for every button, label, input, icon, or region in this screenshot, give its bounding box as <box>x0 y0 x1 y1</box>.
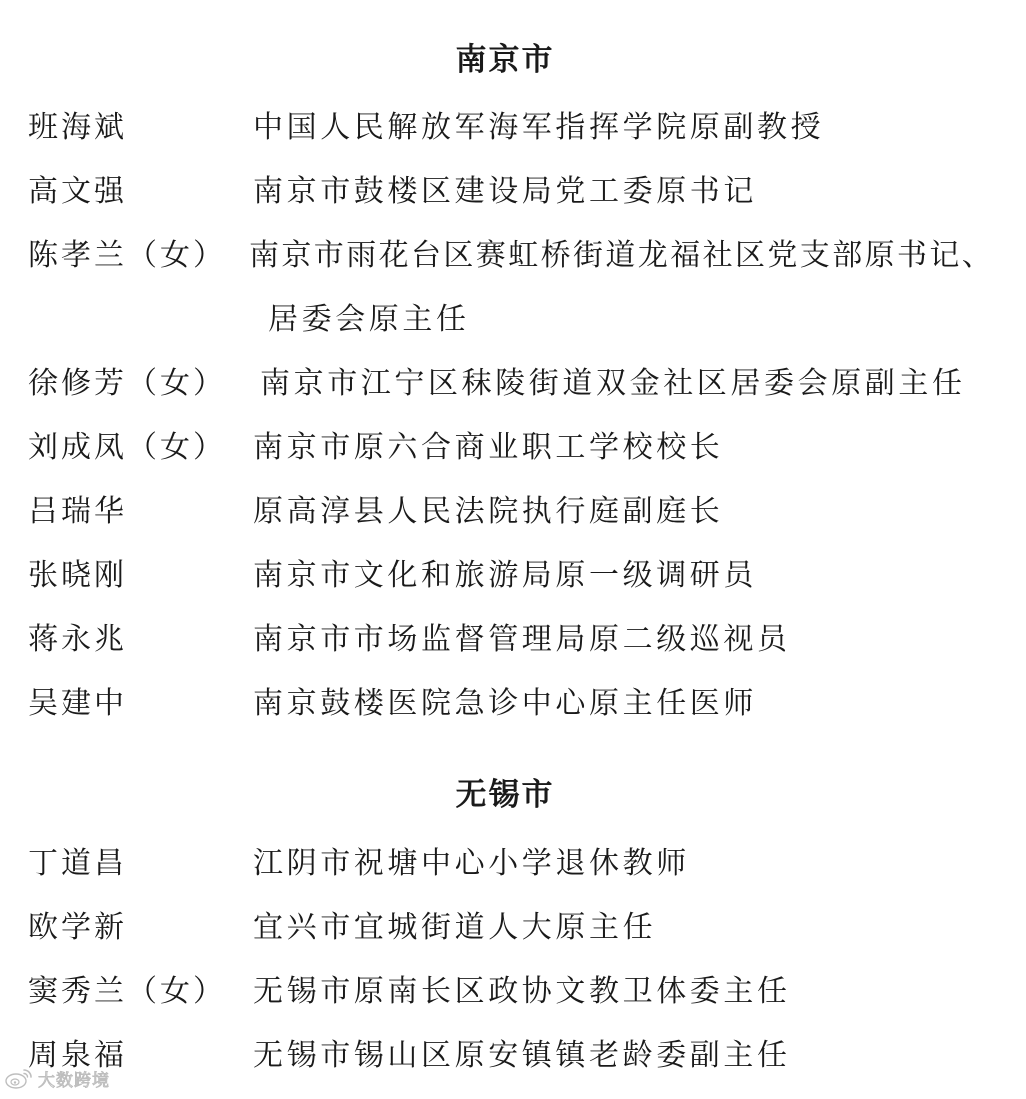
person-title: 无锡市锡山区原安镇镇老龄委副主任 <box>253 1038 791 1073</box>
section-title-nanjing: 南京市 <box>455 42 555 78</box>
list-item <box>0 170 1026 214</box>
person-name: 窦秀兰（女） <box>28 974 226 1009</box>
person-title: 原高淳县人民法院执行庭副庭长 <box>253 494 724 529</box>
person-name: 吕瑞华 <box>28 494 127 529</box>
person-title: 江阴市祝塘中心小学退休教师 <box>253 846 690 881</box>
person-name: 欧学新 <box>28 910 127 945</box>
person-title: 南京市市场监督管理局原二级巡视员 <box>253 622 791 657</box>
person-name: 周泉福 <box>28 1038 127 1073</box>
section-title-wuxi: 无锡市 <box>455 777 555 813</box>
person-name: 刘成凤（女） <box>28 430 226 465</box>
list-item <box>0 490 1026 534</box>
person-name: 班海斌 <box>28 110 127 145</box>
person-title: 无锡市原南长区政协文教卫体委主任 <box>253 974 791 1009</box>
watermark <box>4 1064 110 1092</box>
person-title-continuation: 居委会原主任 <box>268 302 470 337</box>
person-title: 宜兴市宜城街道人大原主任 <box>253 910 657 945</box>
list-item <box>0 554 1026 598</box>
person-title: 南京市雨花台区赛虹桥街道龙福社区党支部原书记、 <box>249 238 995 273</box>
list-item <box>0 362 1026 406</box>
person-name: 吴建中 <box>28 686 127 721</box>
person-name: 高文强 <box>28 174 127 209</box>
list-item-continuation <box>0 298 1026 342</box>
list-item <box>0 906 1026 950</box>
person-name: 陈孝兰（女） <box>28 238 226 273</box>
person-title: 中国人民解放军海军指挥学院原副教授 <box>253 110 825 145</box>
person-name: 张晓刚 <box>28 558 127 593</box>
person-title: 南京市江宁区秣陵街道双金社区居委会原副主任 <box>260 366 966 401</box>
list-item <box>0 618 1026 662</box>
person-title: 南京鼓楼医院急诊中心原主任医师 <box>253 686 757 721</box>
list-item <box>0 106 1026 150</box>
list-item <box>0 426 1026 470</box>
list-item <box>0 842 1026 886</box>
watermark-text: 大数跨境 <box>38 1070 110 1091</box>
person-name: 丁道昌 <box>28 846 127 881</box>
list-item <box>0 682 1026 726</box>
person-name: 徐修芳（女） <box>28 366 226 401</box>
list-item <box>0 234 1026 278</box>
person-name: 蒋永兆 <box>28 622 127 657</box>
person-title: 南京市原六合商业职工学校校长 <box>253 430 724 465</box>
person-title: 南京市鼓楼区建设局党工委原书记 <box>253 174 757 209</box>
person-title: 南京市文化和旅游局原一级调研员 <box>253 558 757 593</box>
list-item <box>0 970 1026 1014</box>
weibo-logo-icon <box>4 1066 34 1090</box>
list-item <box>0 1034 1026 1078</box>
